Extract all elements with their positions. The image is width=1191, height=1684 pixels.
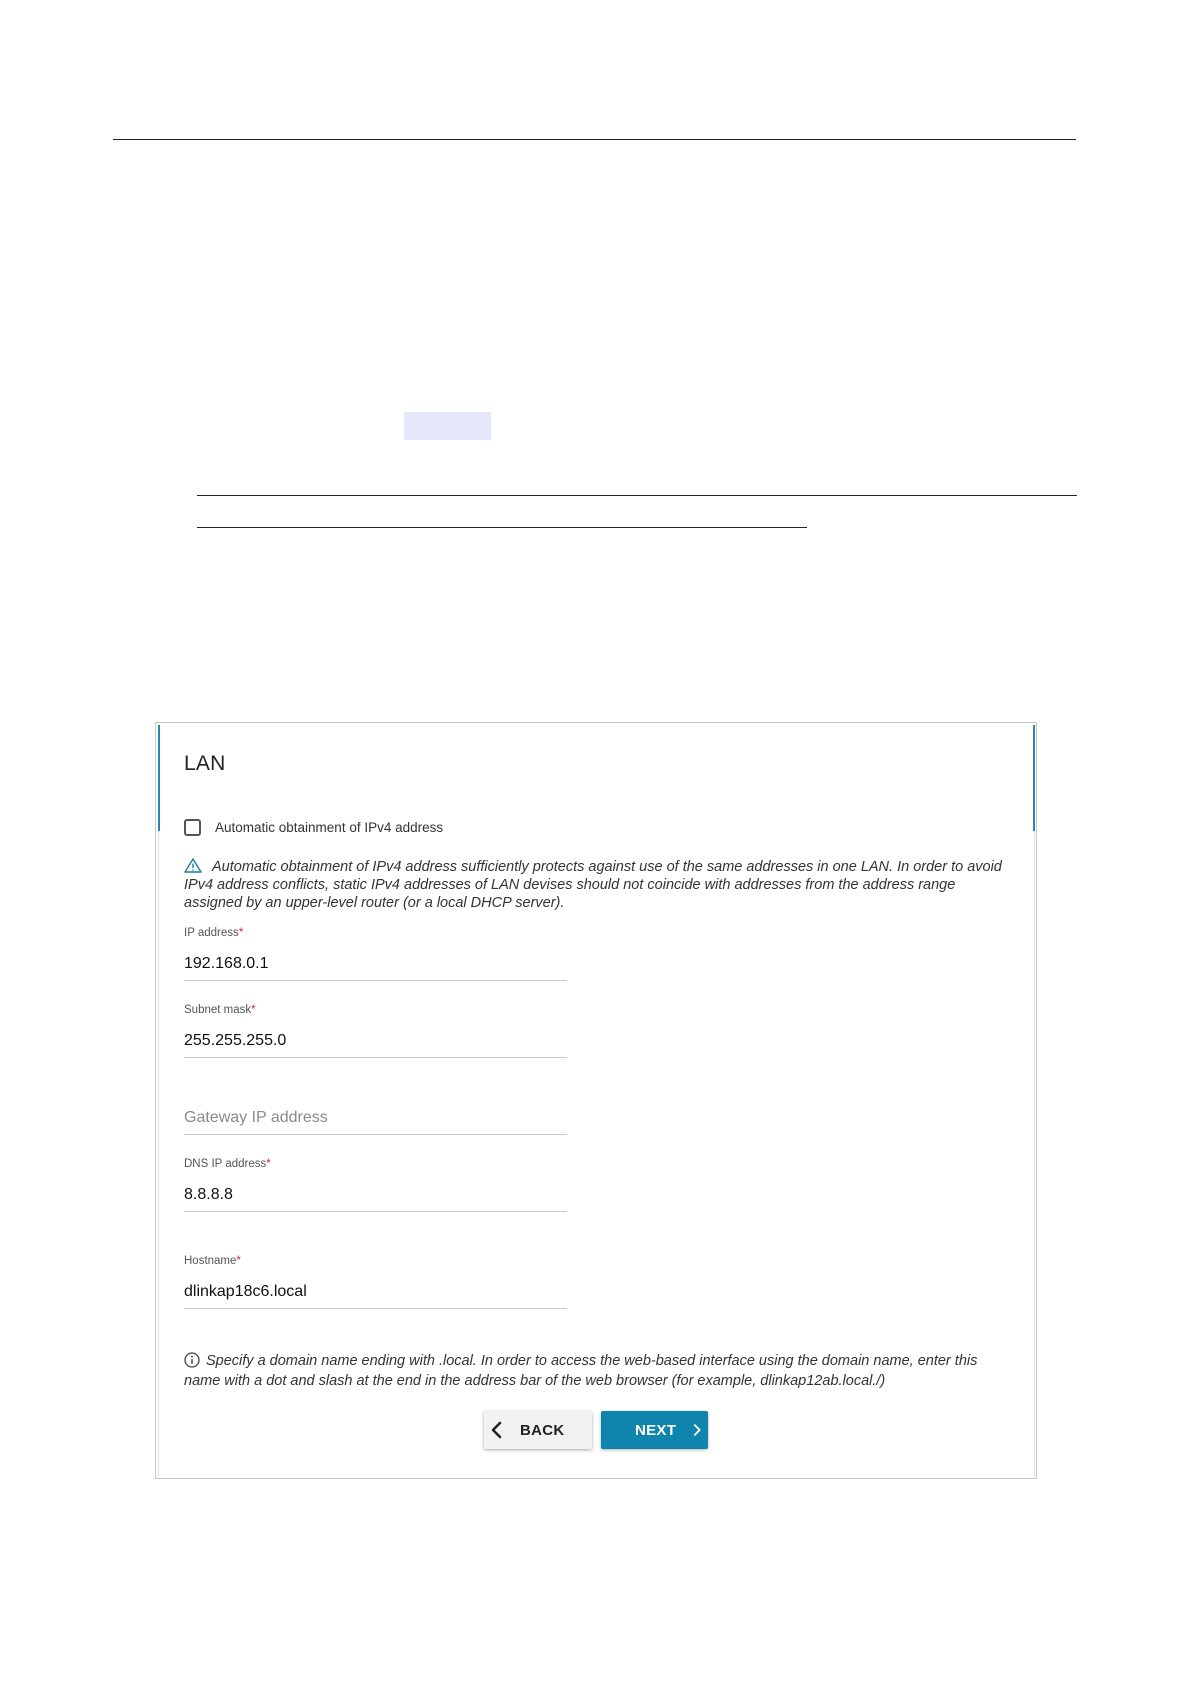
gateway-field — [184, 1081, 567, 1135]
subnet-mask-input[interactable] — [184, 1024, 567, 1058]
hostname-input[interactable] — [184, 1275, 567, 1309]
chevron-right-icon — [692, 1421, 702, 1439]
gateway-label-spacer — [184, 1081, 567, 1095]
panel-accent-right — [1033, 725, 1035, 831]
back-button[interactable] — [484, 1411, 592, 1449]
underline-rule-short — [197, 527, 807, 528]
hostname-label: Hostname* — [184, 1255, 241, 1267]
warning-note — [184, 858, 1014, 912]
info-circle-icon — [184, 1352, 200, 1368]
ip-address-field — [184, 927, 567, 981]
ip-address-label: IP address* — [184, 927, 244, 939]
info-text: Specify a domain name ending with .local. In order to access the web-based interface using the domain name, enter this name with a dot and slash at the end in the address bar of the web browser (for example, dlinkap12ab.local./) — [184, 1353, 978, 1389]
next-button-label: NEXT — [635, 1421, 677, 1439]
hostname-field — [184, 1255, 567, 1309]
next-button[interactable] — [601, 1411, 708, 1449]
dns-ip-input[interactable] — [184, 1178, 567, 1212]
panel-inner-border-left — [158, 831, 159, 1476]
ip-address-input[interactable] — [184, 947, 567, 981]
warning-triangle-icon — [184, 858, 202, 873]
auto-ipv4-label: Automatic obtainment of IPv4 address — [215, 820, 444, 835]
auto-ipv4-checkbox-row[interactable] — [184, 819, 443, 836]
text-highlight — [404, 412, 491, 440]
dns-label: DNS IP address* — [184, 1158, 271, 1170]
gateway-ip-input[interactable] — [184, 1101, 567, 1135]
panel-accent-left — [158, 725, 160, 831]
info-note — [184, 1351, 1014, 1391]
page-header-rule — [113, 139, 1076, 140]
panel-inner-border-right — [1034, 831, 1035, 1476]
warning-text: Automatic obtainment of IPv4 address sufficiently protects against use of the same addresses in one LAN. In order to avoid IPv4 address conflicts, static IPv4 addresses of LAN devises should not coincide with addresses from the address range assigned by an upper-level router (or a local DHCP server). — [184, 859, 1002, 911]
subnet-mask-field — [184, 1004, 567, 1058]
underline-rule — [197, 495, 1077, 496]
panel-title: LAN — [184, 752, 226, 775]
dns-field — [184, 1158, 567, 1212]
back-button-label: BACK — [520, 1421, 565, 1439]
chevron-left-icon — [490, 1421, 504, 1439]
subnet-mask-label: Subnet mask* — [184, 1004, 256, 1016]
auto-ipv4-checkbox[interactable] — [184, 819, 201, 836]
